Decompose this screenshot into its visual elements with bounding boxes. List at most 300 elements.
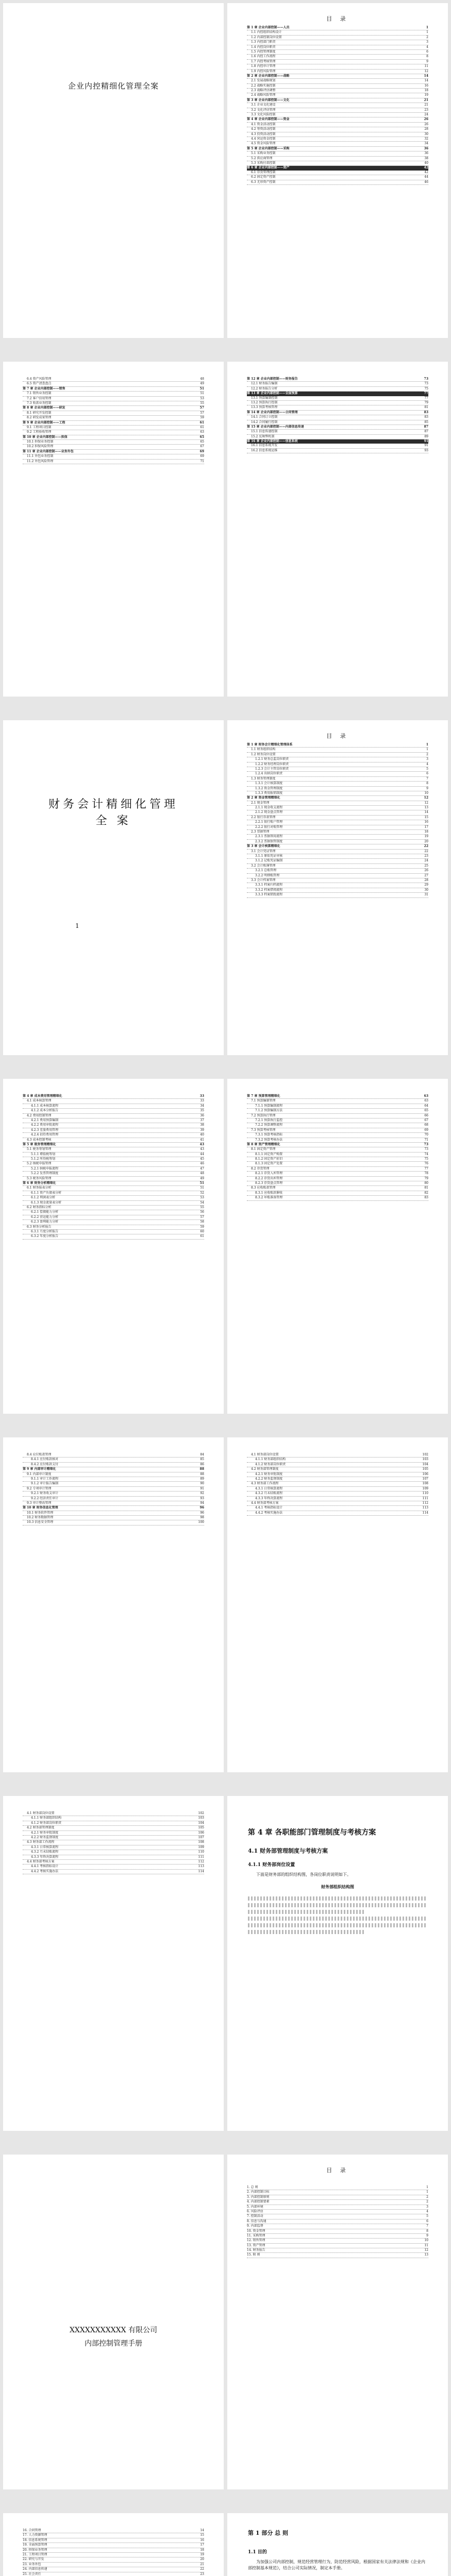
toc-entry bbox=[247, 772, 428, 776]
toc-entry-page: 103 bbox=[422, 1458, 428, 1462]
toc-entry-page: 31 bbox=[424, 893, 428, 897]
toc-entry-page: 75 bbox=[424, 1157, 428, 1161]
toc-entry bbox=[23, 1109, 204, 1113]
toc-entry-title: 5.1.2 所得税筹划 bbox=[31, 1157, 56, 1161]
toc-entry bbox=[23, 1458, 204, 1462]
toc-entry-page: 88 bbox=[199, 1467, 204, 1471]
toc-entry-title: 14. 财务报告 bbox=[247, 2248, 265, 2252]
toc-entry-title: 9.1 工程项目控制 bbox=[27, 425, 52, 429]
toc-entry-title: 4.2.4 招待费用管理 bbox=[31, 1133, 59, 1137]
toc-entry-page: 89 bbox=[424, 434, 428, 438]
toc-entry-page: 28 bbox=[424, 127, 428, 131]
toc-entry bbox=[247, 70, 428, 74]
toc-entry bbox=[247, 1458, 428, 1462]
toc-entry bbox=[23, 377, 204, 382]
toc-list bbox=[247, 1453, 428, 1762]
toc-entry-page: 2 bbox=[426, 35, 428, 39]
toc-entry-title: 4.1.1 成本核算流程 bbox=[31, 1104, 59, 1108]
toc-entry-title: 1.2.2 财务经理岗位职责 bbox=[255, 762, 289, 766]
toc-entry-page: 47 bbox=[200, 1166, 204, 1171]
toc-entry bbox=[23, 1234, 204, 1239]
toc-entry-title: 7.2 客户信用管理 bbox=[27, 396, 52, 400]
toc-entry-title: 5.3 税务风险管理 bbox=[27, 1176, 52, 1180]
toc-entry-title: 7.2.1 预算执行监控 bbox=[255, 1118, 283, 1122]
toc-entry-title: 8.3.2 坏账准备管理 bbox=[255, 1196, 283, 1200]
toc-entry-title: 15.2 反舞弊机制 bbox=[251, 434, 275, 438]
toc-entry bbox=[23, 1870, 204, 1874]
finance-cover-subtitle: 全 案 bbox=[95, 815, 131, 827]
toc-entry bbox=[247, 2190, 428, 2195]
toc-entry-page: 69 bbox=[199, 449, 204, 453]
toc-entry-title: 4.2.2 财务监督制度 bbox=[255, 1477, 283, 1481]
toc-entry-title: 23. 业务外包 bbox=[23, 2562, 41, 2566]
toc-entry bbox=[23, 2567, 204, 2572]
toc-entry-page: 36 bbox=[424, 146, 428, 150]
toc-entry-page: 46 bbox=[424, 180, 428, 184]
toc-entry-page: 48 bbox=[200, 1172, 204, 1176]
toc-entry-page: 69 bbox=[200, 454, 204, 459]
toc-entry-page: 46 bbox=[200, 1162, 204, 1166]
toc-entry bbox=[247, 2229, 428, 2234]
toc-entry-title: 3.3 文化风险控制 bbox=[251, 113, 276, 117]
toc-entry-page: 2 bbox=[426, 2195, 428, 2199]
toc-entry bbox=[247, 757, 428, 762]
toc-entry bbox=[247, 2214, 428, 2219]
toc-entry-page: 9 bbox=[426, 786, 428, 790]
toc-entry bbox=[247, 1153, 428, 1157]
toc-entry bbox=[23, 1104, 204, 1109]
toc-entry-page: 24 bbox=[424, 859, 428, 863]
toc-entry-title: 3.3.3 档案销毁流程 bbox=[255, 893, 283, 897]
toc-entry bbox=[247, 2234, 428, 2239]
toc-entry bbox=[23, 1225, 204, 1230]
toc-entry-title: 1.9 内控风险管理 bbox=[251, 69, 276, 73]
toc-entry bbox=[247, 137, 428, 142]
toc-entry bbox=[23, 1147, 204, 1152]
toc-entry bbox=[247, 117, 428, 122]
toc-entry-title: 7.3.2 预算考核办法 bbox=[255, 1138, 283, 1142]
toc-entry bbox=[247, 2244, 428, 2248]
toc-entry-page: 3 bbox=[426, 2205, 428, 2209]
toc-entry bbox=[247, 1172, 428, 1176]
toc-entry-page: 35 bbox=[200, 1109, 204, 1113]
toc-entry bbox=[247, 1191, 428, 1196]
toc-entry-title: 5.2.2 发票管理制度 bbox=[31, 1172, 59, 1176]
toc-entry-title: 6.1.3 现金流量表分析 bbox=[31, 1200, 62, 1205]
toc-entry-page: 107 bbox=[198, 1835, 204, 1839]
toc-entry-page: 51 bbox=[199, 386, 204, 391]
toc-entry-page: 55 bbox=[200, 401, 204, 405]
toc-entry-page: 113 bbox=[198, 1865, 204, 1869]
toc-entry-title: 8.3.1 应收账款催收 bbox=[255, 1191, 283, 1195]
toc-title: 目 录 bbox=[326, 733, 349, 739]
toc-entry bbox=[247, 2200, 428, 2205]
toc-entry-page: 42 bbox=[424, 166, 428, 170]
toc-entry-title: 8.4.2 应付账款支付 bbox=[31, 1462, 59, 1466]
toc-entry bbox=[23, 2538, 204, 2543]
toc-entry bbox=[247, 2205, 428, 2210]
toc-entry-title: 1.1 财务组织结构 bbox=[251, 748, 276, 752]
toc-entry bbox=[247, 1492, 428, 1496]
toc-entry bbox=[23, 1831, 204, 1836]
toc-entry-title: 2.1.2 现金盘点管理 bbox=[255, 810, 283, 815]
toc-entry-page: 102 bbox=[422, 1453, 428, 1456]
toc-entry bbox=[247, 171, 428, 175]
toc-entry-page: 73 bbox=[424, 382, 428, 386]
toc-entry-page: 59 bbox=[200, 416, 204, 420]
toc-entry bbox=[247, 64, 428, 69]
toc-entry bbox=[247, 161, 428, 166]
toc-entry-title: 4.1 财务部岗位设置 bbox=[27, 1811, 55, 1815]
toc-entry bbox=[247, 2219, 428, 2224]
toc-entry-title: 第 12 章 企业内部控制——财务报告 bbox=[247, 377, 298, 381]
toc-entry bbox=[23, 1826, 204, 1831]
toc-entry-page: 12 bbox=[424, 2248, 428, 2252]
toc-entry bbox=[23, 1850, 204, 1855]
toc-entry-page: 63 bbox=[200, 430, 204, 434]
toc-entry-page: 83 bbox=[424, 410, 428, 414]
toc-entry-title: 5.3 采购付款控制 bbox=[251, 161, 276, 165]
toc-entry-page: 57 bbox=[200, 1215, 204, 1219]
toc-entry-page: 48 bbox=[200, 377, 204, 381]
toc-entry-title: 10.1 担保业务控制 bbox=[27, 440, 54, 444]
toc-entry-page: 49 bbox=[200, 382, 204, 386]
toc-entry-title: 16.1 信息系统开发 bbox=[251, 444, 278, 448]
toc-entry-page: 94 bbox=[200, 1501, 204, 1505]
toc-entry-page: 100 bbox=[198, 1520, 204, 1524]
toc-entry-title: 4.1.2 财务部岗位职责 bbox=[31, 1821, 62, 1825]
toc-entry bbox=[247, 791, 428, 796]
toc-entry bbox=[23, 1206, 204, 1210]
toc-entry-page: 63 bbox=[424, 1099, 428, 1103]
toc-entry bbox=[23, 1511, 204, 1516]
toc-entry-page: 51 bbox=[199, 1181, 204, 1185]
toc-list bbox=[23, 377, 204, 686]
toc-entry-page: 16 bbox=[424, 820, 428, 824]
toc-entry-title: 18. 信息系统管理 bbox=[23, 2538, 47, 2542]
toc-entry-title: 12.2 财务报告分析 bbox=[251, 386, 278, 391]
toc-entry-page: 109 bbox=[198, 1845, 204, 1849]
toc-entry bbox=[247, 820, 428, 825]
toc-entry-title: 第 6 章 财务分析精细化 bbox=[23, 1181, 56, 1185]
toc-entry bbox=[23, 416, 204, 420]
toc-entry-page: 18 bbox=[424, 89, 428, 93]
toc-entry bbox=[23, 1836, 204, 1840]
toc-entry-page: 96 bbox=[199, 1506, 204, 1510]
toc-entry-title: 8.2.1 存货入库管理 bbox=[255, 1172, 283, 1176]
toc-entry bbox=[23, 426, 204, 430]
toc-entry-title: 4.5 资金风险管理 bbox=[251, 142, 276, 146]
toc-entry bbox=[23, 1167, 204, 1172]
toc-entry bbox=[247, 93, 428, 98]
toc-entry bbox=[23, 1114, 204, 1118]
toc-entry-title: 4.4.1 考核指标设计 bbox=[31, 1865, 59, 1869]
toc-entry-title: 4.2.1 费用预算编制 bbox=[31, 1118, 59, 1122]
toc-entry-title: 1. 总 则 bbox=[247, 2185, 258, 2189]
toc-entry-page: 85 bbox=[200, 1458, 204, 1462]
toc-entry-title: 4.2.3 差旅费用管理 bbox=[31, 1128, 59, 1132]
toc-entry-page: 28 bbox=[424, 878, 428, 882]
toc-entry bbox=[23, 1133, 204, 1138]
toc-entry-title: 5. 内部环境 bbox=[247, 2205, 263, 2209]
toc-entry bbox=[23, 1094, 204, 1099]
toc-entry-page: 1 bbox=[426, 743, 428, 747]
toc-entry bbox=[247, 113, 428, 117]
toc-entry-title: 第 8 章 资产管理精细化 bbox=[247, 1142, 280, 1146]
toc-entry bbox=[23, 382, 204, 386]
toc-entry bbox=[247, 151, 428, 156]
toc-entry-title: 第 1 章 财务会计精细化管理体系 bbox=[247, 743, 293, 747]
toc-page-2 bbox=[3, 362, 224, 697]
toc-entry-title: 6.3 无形资产控制 bbox=[251, 180, 276, 184]
toc-entry bbox=[247, 142, 428, 146]
toc-entry bbox=[23, 1196, 204, 1200]
toc-entry-title: 2.2 战略实施控制 bbox=[251, 83, 276, 88]
toc-entry-title: 9.1 内部审计制度 bbox=[27, 1472, 52, 1476]
toc-entry-title: 5.1 采购业务控制 bbox=[251, 151, 276, 156]
toc-entry-page: 112 bbox=[198, 1859, 204, 1863]
toc-entry-title: 2.3 战略评估调整 bbox=[251, 89, 276, 93]
toc-entry-title: 9.2 工程验收管理 bbox=[27, 430, 52, 434]
body-paragraph: 为加强公司内部控制，规范经营管理行为，防范经营风险，根据国家有关法律法规和《企业内部控制基本规范》，结合公司实际情况，制定本手册。 bbox=[248, 2560, 425, 2570]
subsection-heading: 4.1.1 财务部岗位设置 bbox=[248, 1862, 295, 1868]
toc-entry bbox=[23, 1506, 204, 1511]
toc-entry-page: 59 bbox=[200, 1225, 204, 1229]
toc-entry bbox=[23, 1181, 204, 1186]
toc-entry bbox=[247, 743, 428, 748]
toc-entry-page: 8 bbox=[426, 55, 428, 59]
toc-entry-page: 77 bbox=[424, 392, 428, 396]
toc-entry-page: 1 bbox=[426, 26, 428, 29]
toc-entry bbox=[247, 748, 428, 752]
toc-entry-title: 第 4 章 企业内部控制——资金 bbox=[247, 117, 290, 122]
toc-entry-page: 1 bbox=[426, 748, 428, 752]
finance-toc-page-3 bbox=[227, 1079, 448, 1414]
finance-toc-page-2 bbox=[3, 1079, 224, 1414]
toc-entry-page: 14 bbox=[424, 810, 428, 815]
toc-entry-title: 6.1 财务报表分析 bbox=[27, 1186, 52, 1190]
toc-entry bbox=[247, 816, 428, 820]
toc-entry-page: 61 bbox=[200, 425, 204, 429]
toc-entry-title: 6.2.1 偿债能力分析 bbox=[31, 1210, 59, 1214]
toc-entry-page: 53 bbox=[200, 396, 204, 400]
toc-entry bbox=[247, 74, 428, 79]
toc-entry-title: 4.1.1 财务部组织结构 bbox=[31, 1816, 62, 1820]
toc-entry bbox=[247, 127, 428, 132]
toc-entry-page: 8 bbox=[426, 782, 428, 786]
toc-entry-page: 51 bbox=[200, 392, 204, 396]
toc-entry bbox=[247, 175, 428, 180]
toc-entry-page: 11 bbox=[424, 2243, 428, 2247]
toc-entry-page: 114 bbox=[198, 1869, 204, 1873]
text-line bbox=[248, 1903, 427, 1907]
toc-entry-page: 108 bbox=[198, 1840, 204, 1844]
toc-entry-page: 6 bbox=[426, 2219, 428, 2223]
toc-entry bbox=[247, 801, 428, 806]
toc-entry bbox=[247, 157, 428, 161]
toc-entry-page: 14 bbox=[200, 2529, 204, 2532]
toc-entry-title: 第 11 章 企业内部控制——业务外包 bbox=[23, 449, 74, 453]
toc-entry-page: 21 bbox=[200, 2562, 204, 2566]
toc-entry bbox=[247, 1181, 428, 1186]
toc-entry-title: 11.1 外包业务控制 bbox=[27, 454, 54, 459]
toc-entry-title: 11.2 外包风险管理 bbox=[27, 459, 54, 463]
toc-entry bbox=[247, 2253, 428, 2258]
toc-entry bbox=[23, 1220, 204, 1225]
toc-entry-page: 104 bbox=[198, 1821, 204, 1825]
toc-entry-title: 第 8 章 企业内部控制——研发 bbox=[23, 406, 65, 410]
toc-entry-title: 7.3 收款业务控制 bbox=[27, 401, 52, 405]
toc-entry-title: 8.4 应付账款管理 bbox=[27, 1453, 52, 1456]
toc-entry bbox=[247, 2185, 428, 2190]
toc-entry-page: 30 bbox=[424, 888, 428, 892]
toc-entry-page: 111 bbox=[198, 1855, 204, 1859]
toc-entry-title: 6. 风险评估 bbox=[247, 2209, 263, 2213]
toc-entry-page: 17 bbox=[424, 825, 428, 829]
toc-entry bbox=[23, 1463, 204, 1467]
toc-entry-title: 第 2 章 企业内部控制——战略 bbox=[247, 74, 290, 78]
toc-entry-title: 7.1.1 预算编制流程 bbox=[255, 1104, 283, 1108]
toc-entry-title: 13.1 预算编制控制 bbox=[251, 396, 278, 400]
toc-entry-title: 1.2 财务岗位设置 bbox=[251, 752, 276, 756]
toc-entry bbox=[247, 132, 428, 137]
toc-entry bbox=[23, 430, 204, 435]
toc-entry bbox=[247, 844, 428, 849]
toc-entry bbox=[247, 405, 428, 410]
toc-entry-page: 63 bbox=[424, 1094, 428, 1098]
toc-entry bbox=[23, 1123, 204, 1128]
toc-entry-page: 1 bbox=[426, 2185, 428, 2189]
toc-entry-title: 8.2.3 存货盘点管理 bbox=[255, 1181, 283, 1185]
toc-entry-page: 57 bbox=[199, 406, 204, 410]
toc-entry-title: 4.1.1 财务部组织结构 bbox=[255, 1458, 286, 1462]
toc-entry-title: 3.1.2 记账凭证编制 bbox=[255, 859, 283, 863]
toc-entry bbox=[247, 1477, 428, 1482]
finance-toc-page-4 bbox=[3, 1437, 224, 1772]
toc-entry-page: 42 bbox=[424, 170, 428, 174]
toc-entry-page: 4 bbox=[426, 762, 428, 766]
toc-entry bbox=[23, 387, 204, 392]
toc-entry-title: 7.2 预算执行管理 bbox=[251, 1113, 276, 1117]
toc-entry-title: 3.1.1 原始凭证审核 bbox=[255, 854, 283, 858]
toc-entry bbox=[247, 810, 428, 815]
toc-list bbox=[247, 2185, 428, 2479]
toc-list bbox=[23, 1811, 204, 2121]
toc-entry-page: 3 bbox=[426, 40, 428, 44]
toc-entry-page: 40 bbox=[424, 161, 428, 165]
toc-entry-page: 51 bbox=[200, 1186, 204, 1190]
toc-entry-title: 4.3.2 月末结账流程 bbox=[255, 1492, 283, 1496]
toc-entry bbox=[247, 387, 428, 392]
toc-entry-title: 5.2 供应商管理 bbox=[251, 156, 273, 160]
toc-entry bbox=[247, 1109, 428, 1113]
toc-entry-page: 38 bbox=[424, 156, 428, 160]
toc-entry-page: 32 bbox=[424, 137, 428, 141]
toc-entry-page: 15 bbox=[200, 2533, 204, 2537]
toc-entry-page: 52 bbox=[200, 1191, 204, 1195]
toc-entry bbox=[23, 2529, 204, 2533]
toc-entry-page: 1 bbox=[426, 2190, 428, 2194]
toc-entry-page: 45 bbox=[200, 1157, 204, 1161]
toc-entry-page: 111 bbox=[422, 1496, 428, 1500]
toc-entry bbox=[247, 1463, 428, 1467]
toc-entry bbox=[247, 1472, 428, 1477]
toc-entry-title: 第 6 章 企业内部控制——资产 bbox=[247, 166, 290, 170]
toc-entry-title: 6.2 财务指标分析 bbox=[27, 1205, 52, 1209]
toc-entry-title: 2.1.1 现金收支流程 bbox=[255, 806, 283, 810]
toc-entry bbox=[247, 26, 428, 30]
toc-entry-page: 13 bbox=[424, 2253, 428, 2257]
toc-entry-page: 65 bbox=[199, 435, 204, 439]
toc-entry-title: 6.1.1 资产负债表分析 bbox=[31, 1191, 62, 1195]
toc-entry-title: 7. 控制活动 bbox=[247, 2214, 263, 2218]
toc-entry-page: 16 bbox=[200, 2538, 204, 2542]
toc-entry-page: 22 bbox=[424, 844, 428, 849]
toc-entry-page: 38 bbox=[200, 1123, 204, 1127]
toc-entry bbox=[247, 859, 428, 863]
toc-entry-page: 68 bbox=[424, 1123, 428, 1127]
toc-entry-page: 33 bbox=[199, 1094, 204, 1098]
toc-entry bbox=[247, 444, 428, 448]
toc-entry-page: 107 bbox=[422, 1477, 428, 1481]
toc-entry-page: 6 bbox=[426, 49, 428, 54]
toc-entry bbox=[23, 2572, 204, 2576]
toc-entry-title: 8.1.1 固定资产购置 bbox=[255, 1152, 283, 1156]
toc-entry bbox=[23, 1467, 204, 1472]
finance-cover-title: 财务会计精细化管理 bbox=[48, 798, 178, 811]
toc-entry bbox=[247, 1487, 428, 1492]
toc-entry-title: 6.3 财务分析报告 bbox=[27, 1225, 52, 1229]
toc-entry-title: 8.2 研发成果管理 bbox=[27, 416, 52, 420]
cover-page bbox=[3, 3, 224, 338]
toc-entry-page: 83 bbox=[424, 415, 428, 419]
toc-entry-page: 40 bbox=[200, 1133, 204, 1137]
toc-entry-page: 79 bbox=[424, 1176, 428, 1180]
toc-entry bbox=[247, 1196, 428, 1200]
toc-entry-page: 5 bbox=[426, 2214, 428, 2218]
toc-entry-page: 18 bbox=[200, 2548, 204, 2552]
toc-entry-title: 4.4.2 考核实施办法 bbox=[31, 1869, 59, 1873]
toc-entry bbox=[247, 1506, 428, 1511]
figure-caption: 财务部组织结构图 bbox=[321, 1884, 354, 1889]
toc-entry-page: 105 bbox=[198, 1826, 204, 1830]
toc-entry-page: 77 bbox=[424, 396, 428, 400]
toc-entry-page: 91 bbox=[200, 1486, 204, 1490]
toc-entry-page: 16 bbox=[424, 83, 428, 88]
toc-entry bbox=[23, 1477, 204, 1482]
toc-entry bbox=[247, 2248, 428, 2253]
toc-entry-title: 13.2 预算执行控制 bbox=[251, 400, 278, 404]
toc-entry-page: 7 bbox=[426, 2224, 428, 2228]
toc-entry-page: 67 bbox=[200, 445, 204, 449]
toc-entry bbox=[23, 1497, 204, 1501]
toc-entry-title: 3.3 会计档案管理 bbox=[251, 878, 276, 882]
toc-entry-page: 112 bbox=[422, 1501, 428, 1505]
toc-entry bbox=[23, 1191, 204, 1196]
toc-entry-title: 4.2.1 财务审批制度 bbox=[255, 1472, 283, 1476]
toc-entry-title: 3. 内部控制原则 bbox=[247, 2195, 270, 2199]
toc-title: 目 录 bbox=[326, 2167, 349, 2174]
toc-entry-page: 14 bbox=[424, 74, 428, 78]
toc-entry-title: 9.1.1 审计工作流程 bbox=[31, 1477, 59, 1481]
toc-entry bbox=[247, 84, 428, 89]
toc-entry-title: 2.1 现金管理 bbox=[251, 801, 270, 805]
toc-entry-title: 1.3 财务管理制度 bbox=[251, 776, 276, 781]
toc-entry-title: 1.1 内控组织结构设计 bbox=[251, 30, 282, 35]
toc-entry bbox=[247, 869, 428, 873]
toc-entry bbox=[247, 166, 428, 170]
toc-entry-title: 2.2.1 银行账户管理 bbox=[255, 820, 283, 824]
